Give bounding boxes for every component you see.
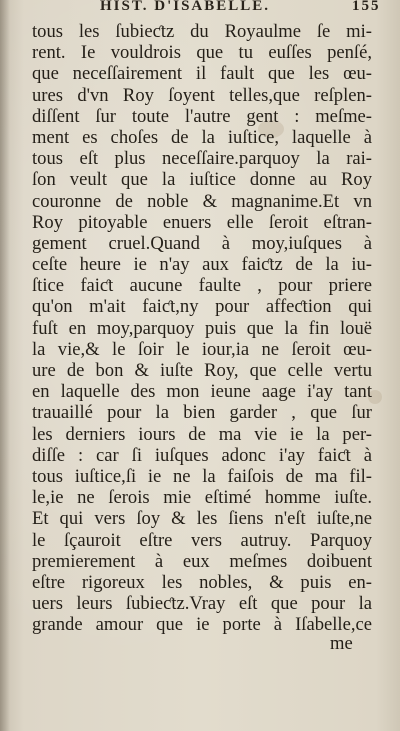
text-line: Et qui vers ſoy & les ſiens n'eſt iuſte,ne bbox=[32, 508, 372, 530]
text-line: ſtice faiƈt aucune faulte , pour priere bbox=[32, 275, 372, 297]
text-line: qu'on m'ait faiƈt,ny pour affeƈtion qui bbox=[32, 296, 372, 318]
text-line: grande amour que ie porte à Iſabelle,ce bbox=[32, 614, 372, 636]
text-line: le,ie ne ſerois mie eſtimé homme iuſte. bbox=[32, 487, 372, 509]
text-line: couronne de noble & magnanime.Et vn bbox=[32, 190, 372, 212]
text-line: la vie,& le ſoir le iour,ia ne ſeroit œu- bbox=[32, 338, 372, 360]
catchword: me bbox=[330, 633, 353, 654]
text-line: Roy pitoyable enuers elle ſeroit eſtran- bbox=[32, 211, 372, 233]
text-line: ure de bon & iuſte Roy, que celle vertu bbox=[32, 360, 372, 381]
text-line: ceſte heure ie n'ay aux faiƈtz de la iu- bbox=[32, 254, 372, 276]
running-title: HIST. D'ISABELLE. bbox=[100, 0, 271, 14]
text-line: tous iuſtice,ſi ie ne la faiſois de ma fil- bbox=[32, 465, 372, 487]
text-line: eſtre rigoreux les nobles, & puis en- bbox=[32, 571, 372, 593]
text-line: uers leurs ſubieƈtz.Vray eſt que pour la bbox=[32, 593, 372, 615]
text-line: premierement à eux meſmes doibuent bbox=[32, 550, 372, 572]
gutter-shadow bbox=[0, 0, 10, 731]
text-line: en laquelle des mon ieune aage i'ay tant bbox=[32, 381, 372, 403]
text-line: que neceſſairement il fault que les œu- bbox=[32, 63, 372, 85]
running-head bbox=[100, 0, 390, 18]
text-line: gement cruel.Quand à moy,iuſques à bbox=[32, 232, 372, 254]
text-line: diſſe : car ſi iuſques adonc i'ay faiƈt à bbox=[32, 444, 372, 466]
text-line: trauaillé pour la bien garder , que ſur bbox=[32, 402, 372, 424]
text-line: le ſçauroit eſtre vers autruy. Parquoy bbox=[32, 529, 372, 551]
text-line: diſſent ſur toute l'autre gent : meſme- bbox=[32, 105, 372, 127]
page-number: 155 bbox=[352, 0, 381, 14]
text-line: rent. Ie vouldrois que tu euſſes penſé, bbox=[32, 42, 372, 64]
text-line: ſon veult que la iuſtice donne au Roy bbox=[32, 169, 372, 191]
text-line: tous eſt plus neceſſaire.parquoy la rai- bbox=[32, 148, 372, 170]
text-line: ment es choſes de la iuſtice, laquelle à bbox=[32, 126, 372, 148]
text-line: fuſt en moy,parquoy puis que la fin louë bbox=[32, 317, 372, 339]
text-line: tous les ſubieƈtz du Royaulme ſe mi- bbox=[32, 21, 372, 42]
text-line: ures d'vn Roy ſoyent telles,que reſplen- bbox=[32, 84, 372, 106]
text-line: les derniers iours de ma vie ie la per- bbox=[32, 423, 372, 445]
body-text bbox=[32, 21, 372, 635]
